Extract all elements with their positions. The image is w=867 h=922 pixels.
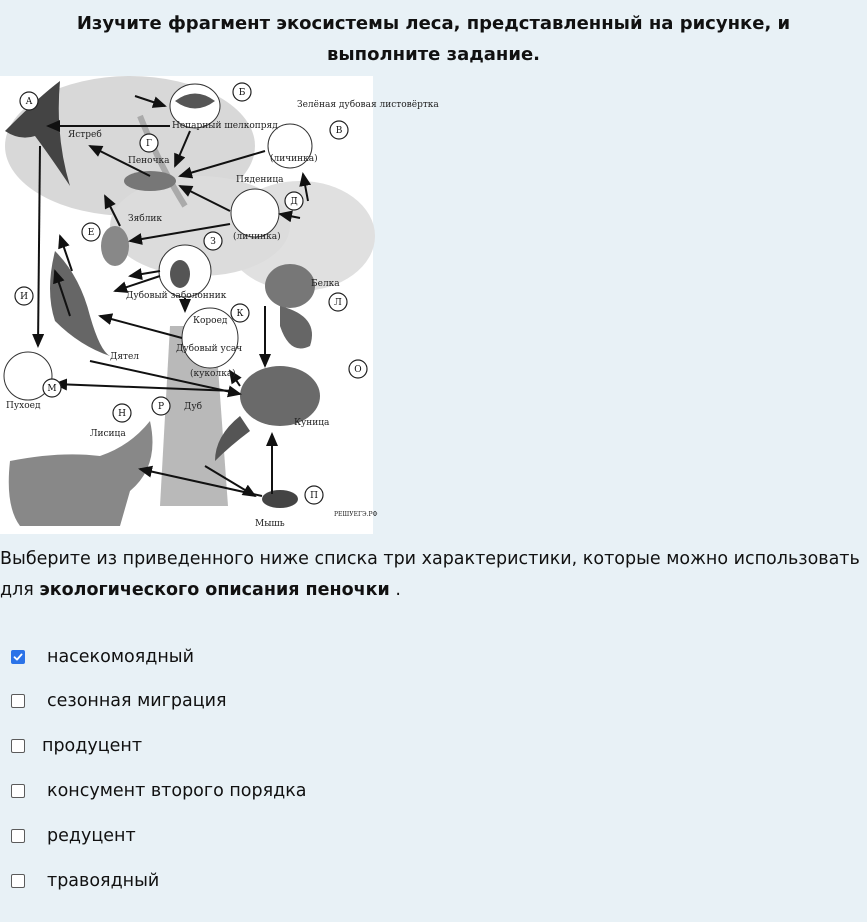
option-label-3: продуцент xyxy=(42,736,143,756)
option-producer[interactable] xyxy=(0,731,142,761)
label-d: Д xyxy=(290,197,298,207)
question-tail: . xyxy=(389,580,401,600)
name-woodpecker: Дятел xyxy=(110,352,140,362)
label-i: И xyxy=(20,292,28,302)
mouse-illustration xyxy=(262,490,298,508)
option-decomposer[interactable] xyxy=(0,821,136,851)
option-secondary-consumer[interactable] xyxy=(0,776,307,806)
label-e: Е xyxy=(87,228,95,238)
name-longhorn: Дубовый усач xyxy=(176,344,243,354)
option-label-1: насекомоядный xyxy=(47,647,194,667)
option-checkbox-2[interactable] xyxy=(11,694,25,708)
name-bark-beetle: Короед xyxy=(193,316,228,326)
option-insectivorous[interactable] xyxy=(0,642,194,672)
name-bark-beetle-oak: Дубовый заболонник xyxy=(126,291,227,301)
label-z: З xyxy=(210,237,216,247)
label-g: Г xyxy=(146,139,152,149)
name-longhorn-sub: (куколка) xyxy=(190,369,236,379)
option-seasonal-migration[interactable] xyxy=(0,686,227,716)
option-checkbox-6[interactable] xyxy=(11,874,25,888)
food-web-diagram xyxy=(0,76,439,534)
name-gypsy-moth: Непарный шелкопряд xyxy=(172,121,278,131)
option-label-4: консумент второго порядка xyxy=(47,781,307,801)
squirrel-illustration xyxy=(265,264,315,308)
name-geometrid-sub: (личинка) xyxy=(233,232,281,242)
label-m: М xyxy=(47,384,57,394)
checkmark-icon xyxy=(13,652,23,662)
name-geometrid: Пяденица xyxy=(236,175,284,185)
warbler-illustration xyxy=(124,171,176,191)
option-checkbox-5[interactable] xyxy=(11,829,25,843)
fox-illustration xyxy=(9,421,153,526)
name-feather-mite: Пухоед xyxy=(6,401,41,411)
question-lead: Выберите из приведенного ниже списка три характеристики, которые можно использовать для xyxy=(0,549,860,600)
option-checkbox-3[interactable] xyxy=(11,739,25,753)
label-l: Л xyxy=(334,298,342,308)
option-checkbox-1[interactable] xyxy=(11,650,25,664)
label-b: Б xyxy=(238,88,246,98)
label-v: В xyxy=(335,126,343,136)
name-squirrel: Белка xyxy=(311,279,340,289)
option-label-5: редуцент xyxy=(47,826,136,846)
name-marten: Куница xyxy=(294,418,330,428)
question-emphasis: экологического описания пеночки xyxy=(39,580,390,600)
label-n: Н xyxy=(118,409,126,419)
label-r: Р xyxy=(157,402,165,412)
label-k: К xyxy=(236,309,244,319)
name-warbler: Пеночка xyxy=(128,156,170,166)
marten-illustration xyxy=(240,366,320,426)
ecosystem-figure xyxy=(0,76,439,534)
label-a: А xyxy=(25,97,33,107)
name-mouse: Мышь xyxy=(255,519,285,529)
option-label-6: травоядный xyxy=(47,871,160,891)
label-o: О xyxy=(354,365,362,375)
name-hawk: Ястреб xyxy=(68,130,102,140)
name-leaf-roller: Зелёная дубовая листовёртка xyxy=(297,100,439,110)
label-p: П xyxy=(310,491,318,501)
option-checkbox-4[interactable] xyxy=(11,784,25,798)
question-text xyxy=(0,544,862,606)
name-oak: Дуб xyxy=(184,402,203,412)
name-chaffinch: Зяблик xyxy=(128,214,163,224)
name-fox: Лисица xyxy=(90,429,126,439)
woodpecker-illustration xyxy=(50,251,110,356)
watermark: РЕШУЕГЭ.РФ xyxy=(334,511,378,518)
option-herbivorous[interactable] xyxy=(0,866,159,896)
option-label-2: сезонная миграция xyxy=(47,691,227,711)
name-leaf-roller-sub: (личинка) xyxy=(270,154,318,164)
task-title: Изучите фрагмент экосистемы леса, представленный на рисунке, и выполните задание. xyxy=(76,13,791,65)
